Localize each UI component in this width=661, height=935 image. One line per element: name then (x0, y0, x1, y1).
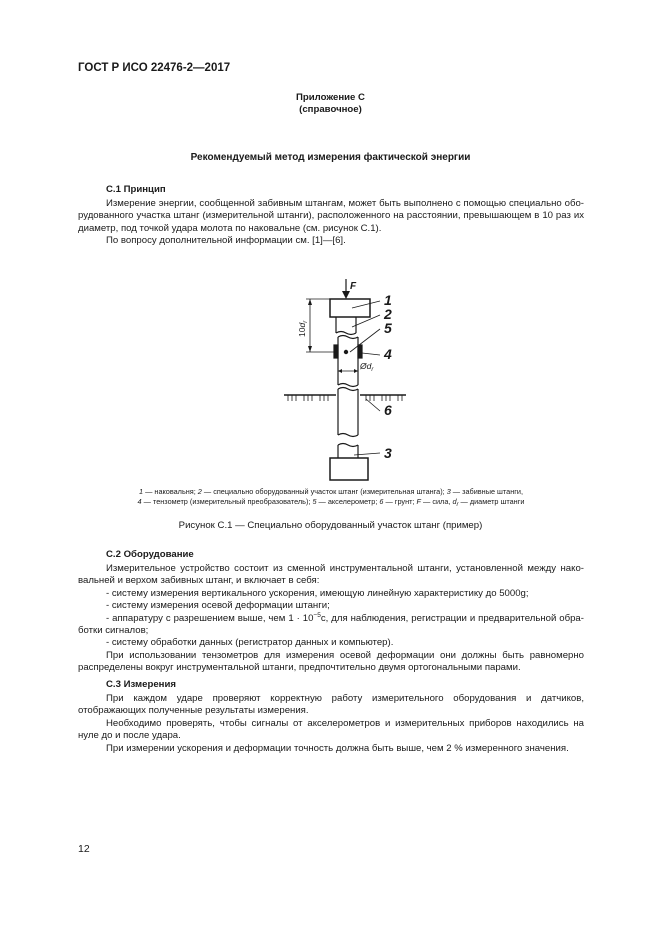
list-item: - систему измерения осевой деформации штанги; (106, 600, 330, 612)
figure-legend-line2: 4 — тензометр (измерительный преобразователь); 5 — акселерометр; 6 — грунт; F — сила, $d_r$ — диаметр штанги (137, 497, 525, 508)
paragraph: При каждом ударе проверяют корректную работу измерительного оборудования и датчиков, отображающих полученные результаты измерения. (78, 693, 584, 717)
section-c2-title: С.2 Оборудование (106, 549, 194, 560)
label-force: F (350, 281, 357, 292)
page-number: 12 (78, 843, 90, 855)
anvil-shape (330, 299, 370, 317)
figure-rod-diagram (280, 275, 420, 485)
strain-gauge-left (334, 345, 338, 358)
section-c1-title: С.1 Принцип (106, 184, 166, 195)
label-diameter: $Ød_r$ (360, 361, 374, 373)
label-6: 6 (384, 402, 392, 418)
annex-subtitle: (справочное) (299, 104, 362, 115)
figure-legend-line1: 1 — наковальня; 2 — специально оборудованный участок штанг (измерительная штанга); 3 — забивные штанги, (139, 487, 523, 496)
paragraph: Измерение энергии, сообщенной забивным штангам, может быть выполнено с помощью специально оборудованного участка штанг (измерительной штанги), расположенного на расстоянии, превышающем в 10 раз их диаметр, под точкой удара молота по наковальне (см. рисунок С.1). (78, 198, 584, 234)
label-3: 3 (384, 445, 392, 461)
annex-title: Приложение С (296, 92, 365, 103)
list-item: - систему обработки данных (регистратор данных и компьютер). (106, 637, 394, 649)
paragraph: По вопросу дополнительной информации см. [1]—[6]. (106, 235, 346, 247)
paragraph: Необходимо проверять, чтобы сигналы от акселерометров и измерительных приборов находились на нуле до и после удара. (78, 717, 584, 742)
label-length: $10d_r$ (297, 320, 309, 337)
list-item: - систему измерения вертикального ускорения, имеющую линейную характеристику до 5000g; (106, 587, 529, 599)
section-c3-title: С.3 Измерения (106, 679, 176, 690)
page-heading: Рекомендуемый метод измерения фактической энергии (190, 152, 471, 163)
section-c2-body (78, 563, 584, 675)
strain-gauge-right (358, 345, 362, 358)
label-4: 4 (384, 346, 392, 362)
paragraph: При измерении ускорения и деформации точность должна быть выше, чем 2 % измеренного значения. (106, 742, 569, 754)
driving-rod-shape (330, 458, 368, 480)
label-2: 2 (384, 306, 392, 322)
force-arrowhead (342, 291, 350, 299)
section-c1-body (78, 198, 584, 248)
label-5: 5 (384, 320, 392, 336)
paragraph: При использовании тензометров для измерения осевой деформации они должны быть равномерно распределены вокруг инструментальной штанги, предпочтительно двумя ортогональными парами. (78, 649, 584, 674)
accelerometer-dot (344, 350, 347, 353)
figure-caption: Рисунок С.1 — Специально оборудованный участок штанг (пример) (178, 520, 483, 531)
document-header: ГОСТ Р ИСО 22476-2—2017 (78, 62, 231, 74)
section-c3-body (78, 693, 584, 755)
list-item: - аппаратуру с разрешением выше, чем $1 \cdot 10^{-5}с$, для наблюдения, регистрации и предварительной обработки сигналов; (78, 611, 584, 637)
paragraph: Измерительное устройство состоит из сменной инструментальной штанги, установленной между наковальней и верхом забивных штанг, и включает в себя: (78, 563, 584, 587)
label-1: 1 (384, 292, 392, 308)
